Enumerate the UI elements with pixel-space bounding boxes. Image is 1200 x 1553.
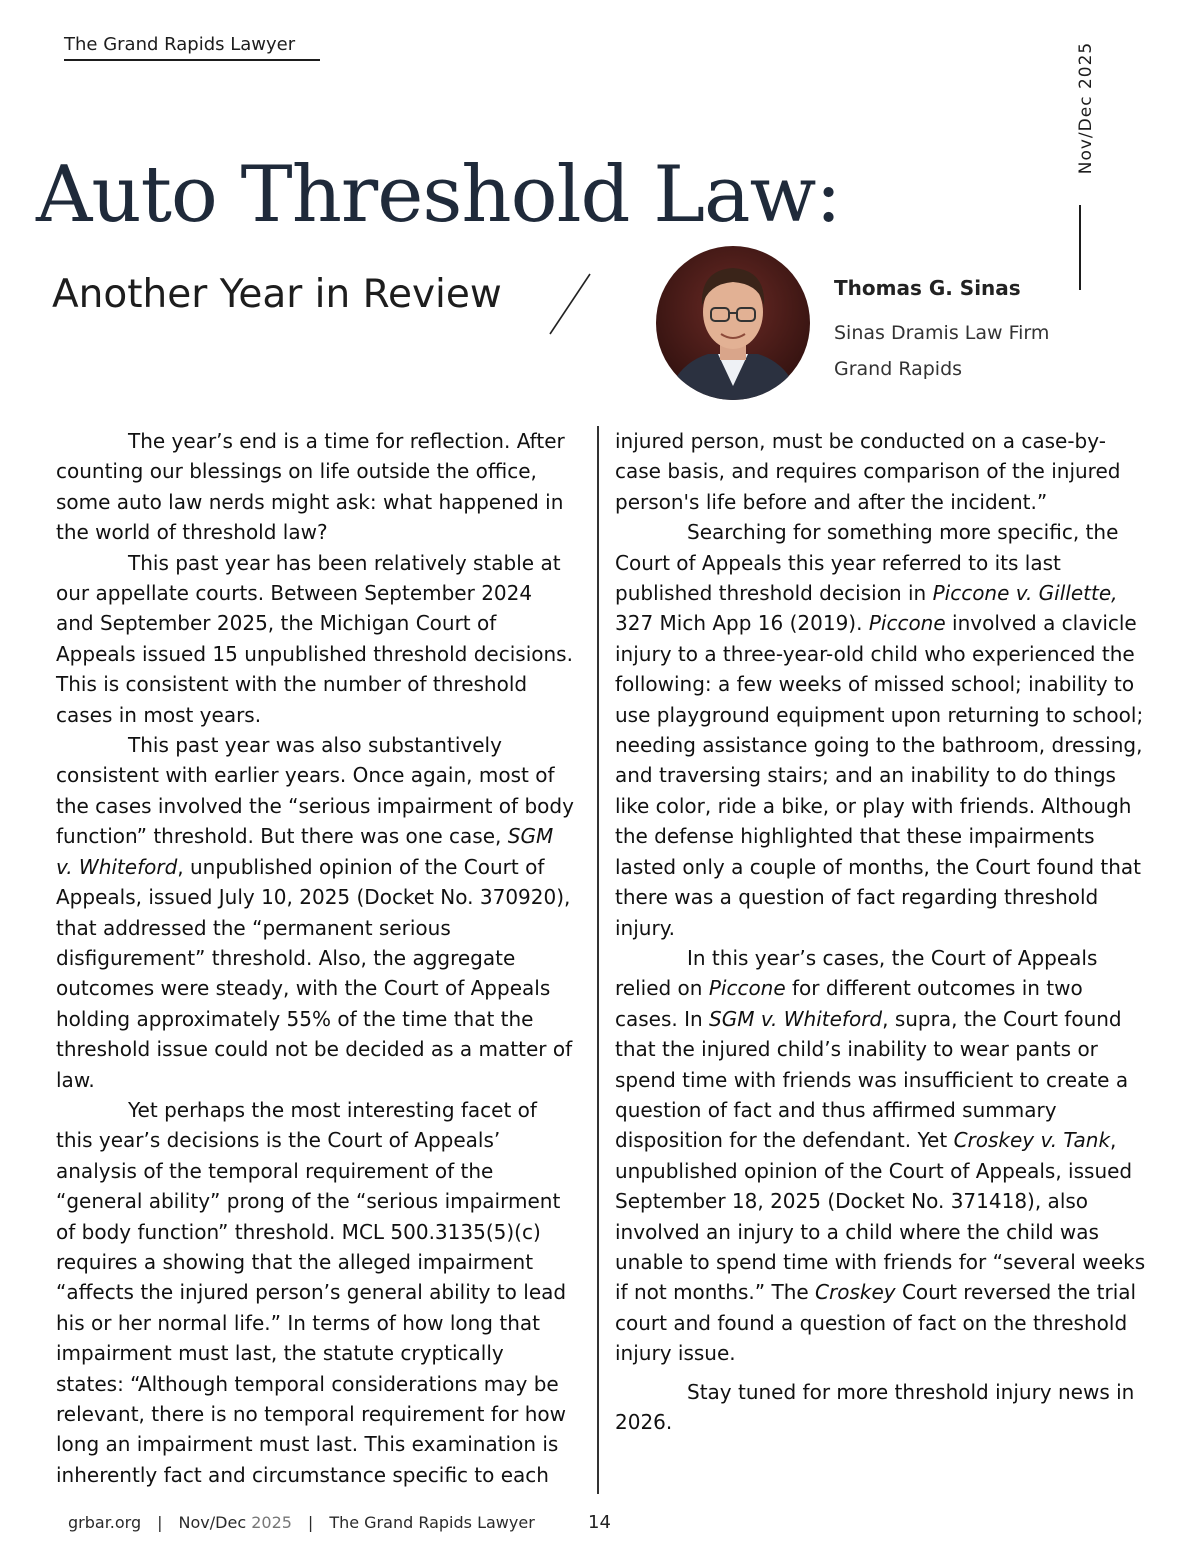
paragraph: Searching for something more specific, the Court of Appeals this year referred to its last published threshold decision in Piccone v. Gillette, 327 Mich App 16 (2019). Piccone involved a clavicle injury to a three-year-old child who experienced the following: a few weeks of missed school; inability to use playground equipment upon returning to school; needing assistance going to the bathroom, dressing, and traversing stairs; and an inability to do things like color, ride a bike, or play with friends. Although the defense highlighted that these impairments lasted only a couple of months, the Court found that there was a question of fact regarding threshold injury. bbox=[615, 520, 1144, 940]
case-citation: Croskey v. Tank bbox=[953, 1128, 1111, 1153]
paragraph: This past year was also substantively consistent with earlier years. Once again, most of the cases involved the “serious impairment of body function” threshold. But there was one case, SGM v. Whiteford, unpublished opinion of the Court of Appeals, issued July 10, 2025 (Docket No. 370920), that addressed the “permanent serious disfigurement” threshold. Also, the aggregate outcomes were steady, with the Court of Appeals holding approximately 55% of the time that the threshold issue could not be decided as a matter of law. bbox=[56, 733, 574, 1092]
author-photo bbox=[656, 246, 810, 400]
case-citation: Piccone v. Gillette, bbox=[932, 581, 1118, 606]
footer-publication: The Grand Rapids Lawyer bbox=[329, 1513, 535, 1532]
paragraph: Stay tuned for more threshold injury news in 2026. bbox=[615, 1379, 1135, 1434]
article-title: Auto Threshold Law: bbox=[36, 150, 841, 240]
case-citation: Piccone bbox=[868, 611, 946, 636]
case-citation: Piccone bbox=[708, 976, 786, 1001]
footer-site: grbar.org bbox=[68, 1513, 142, 1532]
page-number: 14 bbox=[588, 1512, 611, 1533]
masthead-publication: The Grand Rapids Lawyer bbox=[64, 34, 320, 61]
paragraph: This past year has been relatively stable at our appellate courts. Between September 2024 and September 2025, the Michigan Court of Appeals issued 15 unpublished threshold decisions. This is consistent with the number of threshold cases in most years. bbox=[56, 550, 573, 727]
author-city: Grand Rapids bbox=[834, 358, 963, 380]
vertical-rule bbox=[1079, 205, 1081, 290]
footer-issue-year: 2025 bbox=[251, 1513, 292, 1532]
case-citation: Croskey bbox=[815, 1280, 896, 1305]
issue-date-vertical: Nov/Dec 2025 bbox=[1076, 41, 1096, 175]
case-citation: SGM v. Whiteford bbox=[709, 1006, 883, 1031]
author-name: Thomas G. Sinas bbox=[834, 276, 1021, 300]
paragraph: In this year’s cases, the Court of Appeals relied on Piccone for different outcomes in two cases. In SGM v. Whiteford, supra, the Court found that the injured child’s inability to wear pants or spend time with friends was insufficient to create a question of fact and thus affirmed summary disposition for the defendant. Yet Croskey v. Tank, unpublished opinion of the Court of Appeals, issued September 18, 2025 (Docket No. 371418), also involved an injury to a child where the child was unable to spend time with friends for “several weeks if not months.” The Croskey Court reversed the trial court and found a question of fact on the threshold injury issue. bbox=[615, 945, 1146, 1366]
slash-divider bbox=[546, 272, 594, 336]
paragraph: The year’s end is a time for reflection. After counting our blessings on life outside the office, some auto law nerds might ask: what happened in the world of threshold law? bbox=[56, 429, 565, 545]
paragraph: injured person, must be conducted on a case-by-case basis, and requires comparison of the injured person's life before and after the incident.” bbox=[615, 429, 1121, 514]
article-subtitle: Another Year in Review bbox=[52, 272, 502, 317]
footer-issue-month: Nov/Dec bbox=[178, 1513, 247, 1532]
article-column-right bbox=[615, 426, 1150, 1437]
case-citation: SGM v. Whiteford bbox=[56, 824, 554, 879]
article-column-left bbox=[56, 426, 576, 1490]
page-footer: grbar.org | Nov/Dec 2025 | The Grand Rapids Lawyer bbox=[68, 1513, 535, 1532]
column-divider bbox=[597, 426, 599, 1494]
author-firm: Sinas Dramis Law Firm bbox=[834, 322, 1050, 344]
paragraph: Yet perhaps the most interesting facet of this year’s decisions is the Court of Appeals’ analysis of the temporal requirement of the “general ability” prong of the “serious impairment of body function” threshold. MCL 500.3135(5)(c) requires a showing that the alleged impairment “affects the injured person’s general ability to lead his or her normal life.” In terms of how long that impairment must last, the statute cryptically states: “Although temporal considerations may be relevant, there is no temporal requirement for how long an impairment must last. This examination is inherently fact and circumstance specific to each bbox=[56, 1097, 567, 1487]
